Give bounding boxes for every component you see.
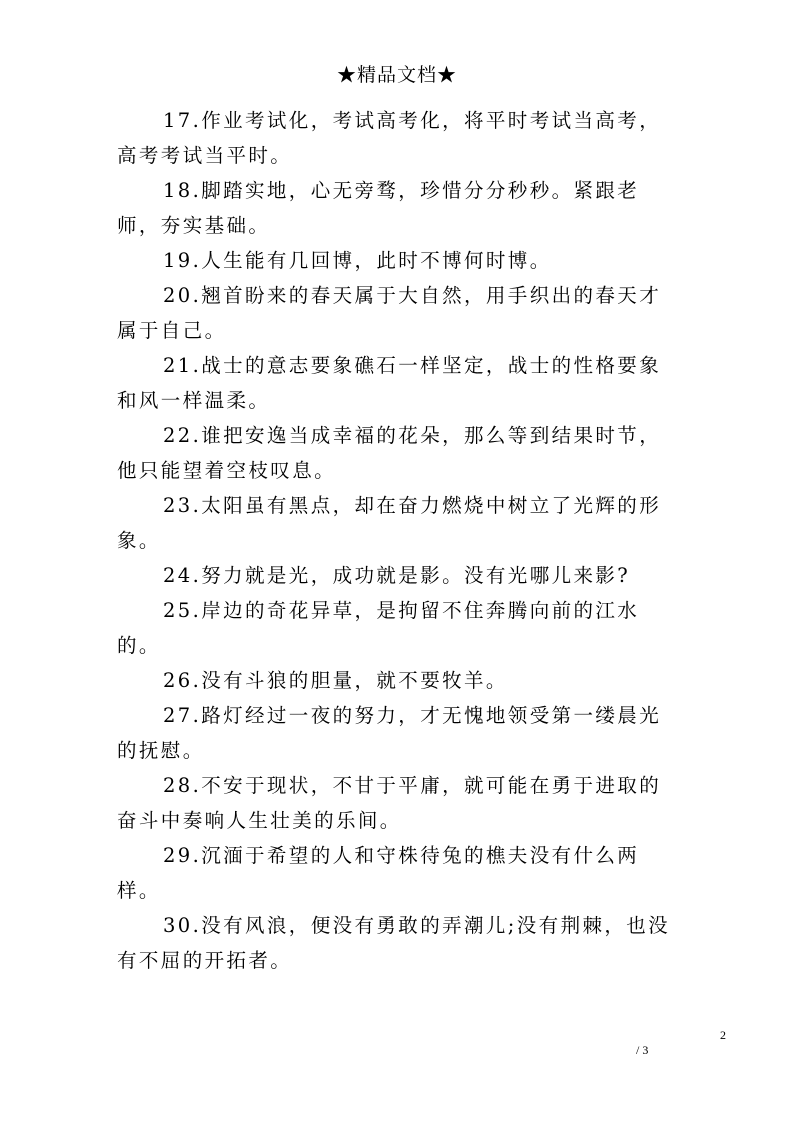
quote-paragraph-18: 18.脚踏实地，心无旁骛，珍惜分分秒秒。紧跟老师，夯实基础。: [117, 179, 640, 237]
page-number: 2: [720, 1028, 726, 1042]
document-body: [117, 103, 677, 978]
quote-paragraph-25: 25.岸边的奇花异草，是拘留不住奔腾向前的江水的。: [117, 599, 640, 657]
quote-paragraph-24: 24.努力就是光，成功就是影。没有光哪儿来影?: [163, 564, 631, 587]
quote-paragraph-21: 21.战士的意志要象礁石一样坚定，战士的性格要象和风一样温柔。: [117, 354, 662, 412]
quote-paragraph-30: 30.没有风浪，便没有勇敢的弄潮儿;没有荆棘，也没有不屈的开拓者。: [117, 914, 671, 972]
quote-paragraph-26: 26.没有斗狼的胆量，就不要牧羊。: [163, 669, 508, 692]
quote-paragraph-22: 22.谁把安逸当成幸福的花朵，那么等到结果时节，他只能望着空枝叹息。: [117, 424, 662, 482]
quote-paragraph-28: 28.不安于现状，不甘于平庸，就可能在勇于进取的奋斗中奏响人生壮美的乐间。: [117, 774, 662, 832]
quote-paragraph-29: 29.沉湎于希望的人和守株待兔的樵夫没有什么两样。: [117, 844, 640, 902]
page-total: / 3: [636, 1043, 649, 1057]
quote-paragraph-17: 17.作业考试化，考试高考化，将平时考试当高考，高考考试当平时。: [117, 109, 662, 167]
quote-paragraph-27: 27.路灯经过一夜的努力，才无愧地领受第一缕晨光的抚慰。: [117, 704, 662, 762]
quote-paragraph-20: 20.翘首盼来的春天属于大自然，用手织出的春天才属于自己。: [117, 284, 662, 342]
quote-paragraph-23: 23.太阳虽有黑点，却在奋力燃烧中树立了光辉的形象。: [117, 494, 662, 552]
document-header-title: ★精品文档★: [336, 64, 457, 86]
quote-paragraph-19: 19.人生能有几回博，此时不博何时博。: [163, 249, 552, 272]
